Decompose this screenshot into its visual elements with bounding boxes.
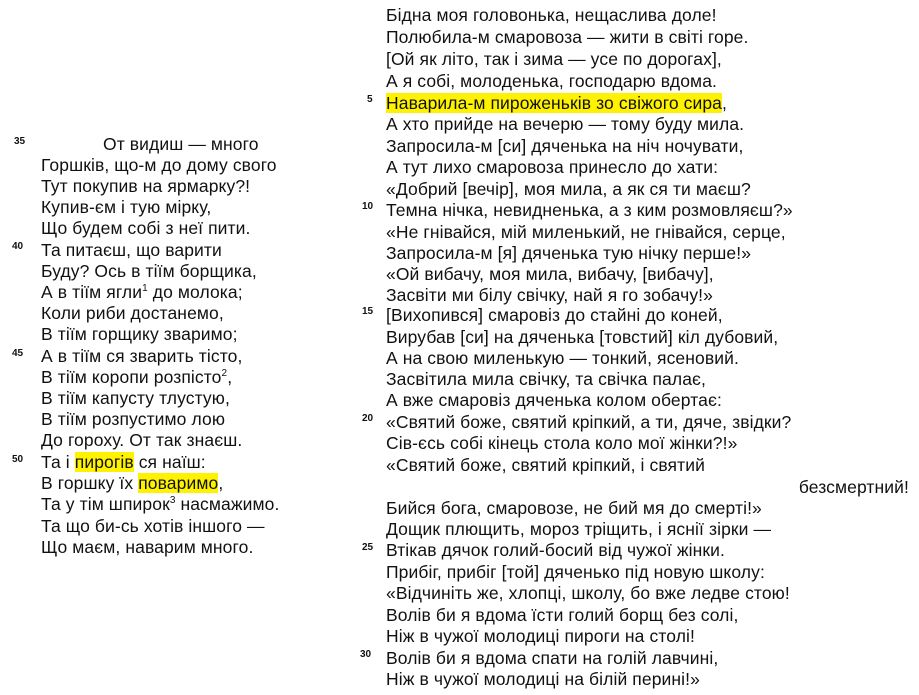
- verse-line: «Ой вибачу, моя мила, вибачу, [вибачу],: [386, 264, 714, 284]
- verse-line: Що маєм, наварим много.: [41, 537, 254, 557]
- verse-line: Полюбила-м смаровоза — жити в світі горе.: [386, 27, 749, 47]
- verse-line: «Відчиніть же, хлопці, школу, бо вже ледве стою!: [386, 583, 790, 603]
- line-number: 50: [12, 454, 24, 465]
- verse-line: В горшку їх поваримо,: [41, 473, 224, 493]
- verse-line: В тіїм коропи розпісто$^2$,: [41, 367, 233, 387]
- verse-line: Ніж в чужої молодиці пироги на столі!: [386, 626, 695, 646]
- verse-line: Засвітила мила свічку, та свічка палає,: [386, 369, 707, 389]
- verse-line: Бийся бога, смаровозе, не бий мя до смерті!»: [386, 498, 762, 518]
- verse-line: «Добрий [вечір], моя мила, а як ся ти маєш?: [386, 179, 751, 199]
- line-number: 35: [14, 136, 26, 147]
- verse-line: А я собі, молоденька, господарю вдома.: [386, 71, 717, 91]
- verse-line: Наварила-м пироженьків зо свіжого сира,: [386, 93, 727, 113]
- verse-line: Волів би я вдома їсти голий борщ без солі,: [386, 605, 739, 625]
- verse-line: Запросила-м [си] дяченька на ніч ночувати,: [386, 136, 744, 156]
- verse-line: [Ой як літо, так і зима — усе по дорогах],: [386, 49, 722, 69]
- verse-line: Прибіг, прибіг [той] дяченько під новую школу:: [386, 562, 765, 582]
- highlighted-word: Наварила-м пироженьків зо свіжого сира: [386, 93, 723, 113]
- verse-line: До гороху. От так знаєш.: [41, 430, 243, 450]
- verse-line-continuation: безсмертний!: [798, 477, 909, 497]
- verse-line: Та що би-сь хотів іншого —: [41, 516, 265, 536]
- footnote-marker: 3: [169, 495, 176, 507]
- line-number: 5: [367, 94, 373, 105]
- verse-line: Тут покупив на ярмарку?!: [41, 176, 251, 196]
- line-number: 20: [362, 413, 374, 424]
- verse-line: Засвіти ми білу свічку, най я го зобачу!»: [386, 285, 713, 305]
- verse-line: Та у тім шпирок$^3$ насмажимо.: [41, 494, 280, 514]
- verse-line: Запросила-м [я] дяченька тую нічку перше!»: [386, 243, 752, 263]
- verse-line: Сів-єсь собі кінець стола коло мої жінки?!»: [386, 433, 738, 453]
- verse-line: В тіїм капусту тлустую,: [41, 388, 230, 408]
- verse-line: От видиш — много: [103, 134, 259, 154]
- verse-line: А тут лихо смаровоза принесло до хати:: [386, 157, 719, 177]
- verse-line: А хто прийде на вечерю — тому буду мила.: [386, 114, 745, 134]
- verse-line: Коли риби достанемо,: [41, 303, 224, 323]
- highlighted-word: пирогів: [74, 452, 134, 472]
- line-number: 25: [362, 542, 374, 553]
- verse-line: Купив-єм і тую мірку,: [41, 197, 212, 217]
- line-number: 15: [362, 306, 374, 317]
- verse-line: А в тіїм ягли$^1$ до молока;: [41, 282, 243, 302]
- line-number: 45: [12, 348, 24, 359]
- verse-line: В тіїм розпустимо лою: [41, 409, 226, 429]
- footnote-marker: 1: [142, 283, 148, 295]
- verse-line: «Святий боже, святий кріпкий, і святий: [386, 455, 705, 475]
- verse-line: Горшків, що-м до дому свого: [41, 155, 277, 175]
- verse-line: Бідна моя головонька, нещаслива доле!: [386, 5, 717, 25]
- verse-line: «Святий боже, святий кріпкий, а ти, дяче, звідки?: [386, 412, 792, 432]
- line-number: 40: [12, 241, 24, 252]
- verse-line: В тіїм горщику зваримо;: [41, 324, 238, 344]
- line-number: 10: [362, 201, 374, 212]
- verse-line: Та і пирогів ся наїш:: [41, 452, 206, 472]
- verse-line: Та питаєш, що варити: [41, 240, 222, 260]
- verse-line: А в тіїм ся зварить тісто,: [41, 346, 243, 366]
- verse-line: Буду? Ось в тіїм борщика,: [41, 261, 257, 281]
- verse-line: Волів би я вдома спати на голій лавчині,: [386, 648, 719, 668]
- verse-line: Вирубав [си] на дяченька [товстий] кіл дубовий,: [386, 327, 779, 347]
- highlighted-word: поваримо: [138, 473, 219, 493]
- verse-line: А на свою миленькую — тонкий, ясеновий.: [386, 348, 739, 368]
- verse-line: Дощик плющить, мороз тріщить, і яснії зірки —: [386, 519, 772, 539]
- verse-line: Втікав дячок голий-босий від чужої жінки.: [386, 540, 725, 560]
- verse-line: Темна нічка, невидненька, а з ким розмовляєш?»: [386, 200, 793, 220]
- line-number: 30: [360, 649, 372, 660]
- footnote-marker: 2: [221, 368, 228, 380]
- verse-line: Що будем собі з неї пити.: [41, 218, 251, 238]
- verse-line: [Вихопився] смаровіз до стайні до коней,: [386, 305, 723, 325]
- verse-line: «Не гнівайся, мій миленький, не гнівайся, серце,: [386, 222, 786, 242]
- verse-line: А вже смаровіз дяченька колом обертає:: [386, 390, 722, 410]
- verse-line: Ніж в чужої молодиці на білій перині!»: [386, 669, 700, 689]
